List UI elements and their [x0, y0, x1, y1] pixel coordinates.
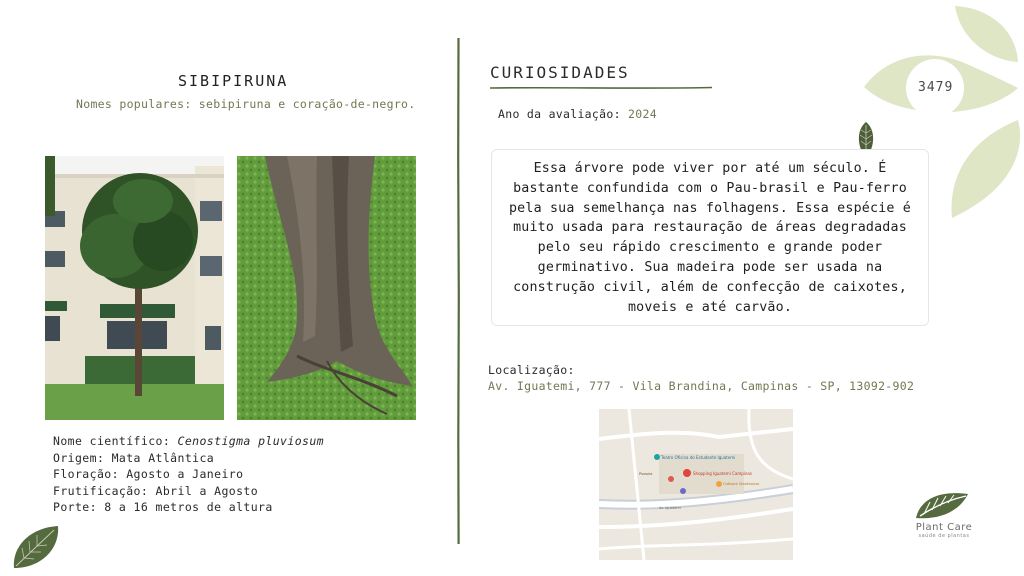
year-value: 2024: [628, 107, 657, 121]
species-facts: [53, 433, 324, 516]
map-poi-pizzaria: Pizzaria: [639, 472, 653, 476]
scientific-name-row: [53, 433, 324, 450]
map-poi-teatro: Teatro Oficina do Estudante Iguatemi: [661, 455, 736, 460]
location-address: Av. Iguatemi, 777 - Vila Brandina, Campinas - SP, 13092-902: [488, 379, 915, 393]
vertical-divider: [457, 38, 460, 544]
heading-underline: [490, 86, 712, 90]
origin-row: Origem: Mata Atlântica: [53, 450, 215, 465]
species-title: SIBIPIRUNA: [178, 72, 289, 90]
tree-id-number: 3479: [918, 80, 954, 95]
scientific-name-value: Cenostigma pluviosum: [177, 434, 324, 448]
brand-tagline: saúde de plantas: [918, 533, 970, 539]
scientific-name-label: Nome científico:: [53, 434, 178, 448]
location-label: Localização:: [488, 363, 575, 377]
curiosities-text: Essa árvore pode viver por até um século. É bastante confundida com o Pau-brasil e Pau-ferro pela sua semelhança nas folhagens. Essa espécie é muito usada para restauração de áreas degradadas pelo seu rápido crescimento e grande poder germinativo. Sua madeira pode ser usada na construção civil, além de confecção de caixotes, moveis e até carvão.: [508, 161, 912, 315]
tree-photo: [45, 156, 224, 420]
year-label: Ano da avaliação:: [498, 107, 629, 121]
map-road-label: Av. Iguatemi: [659, 506, 681, 510]
evaluation-year: [498, 107, 657, 121]
fruiting-row: Frutificação: Abril a Agosto: [53, 483, 259, 498]
map-poi-outback: Outback Steakhouse: [723, 482, 760, 486]
leaf-corner-icon: [10, 522, 62, 572]
map-poi-shopping: Shopping Iguatemi Campinas: [693, 471, 752, 476]
flowering-row: Floração: Agosto a Janeiro: [53, 467, 244, 481]
plant-care-logo: [914, 488, 970, 520]
curiosities-heading: CURIOSIDADES: [490, 63, 630, 82]
size-row: Porte: 8 a 16 metros de altura: [53, 500, 273, 514]
location-map[interactable]: [599, 409, 793, 560]
popular-names: Nomes populares: sebipiruna e coração-de-negro.: [76, 97, 416, 111]
trunk-photo: [237, 156, 416, 420]
brand-name: Plant Care: [915, 522, 973, 533]
